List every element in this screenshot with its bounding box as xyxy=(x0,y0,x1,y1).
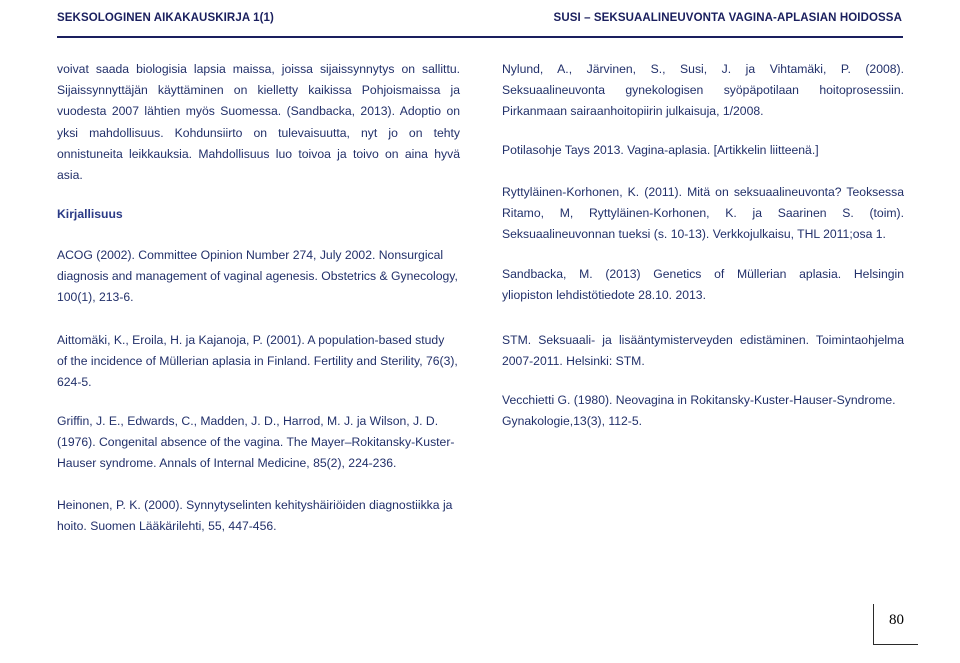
journal-title: SEKSOLOGINEN AIKAKAUSKIRJA 1(1) xyxy=(57,12,274,24)
reference-acog xyxy=(57,245,465,309)
text-line: Potilasohje Tays 2013. Vagina-aplasia. [Artikkelin liitteenä.] xyxy=(502,143,819,157)
text-line: of the incidence of Müllerian aplasia in Finland. Fertility and Sterility, 76(3), xyxy=(57,354,458,369)
text-line: Sijaissynnyttäjän käyttäminen on kielletty kaikissa Pohjoismaissa ja xyxy=(57,83,460,98)
text-line: Heinonen, P. K. (2000). Synnytyselinten kehityshäiriöiden diagnostiikka ja xyxy=(57,498,453,512)
text-line: Aittomäki, K., Eroila, H. ja Kajanoja, P. (2001). A population-based study xyxy=(57,333,445,347)
text-line: Ryttyläinen-Korhonen, K. (2011). Mitä on seksuaalineuvonta? Teoksessa xyxy=(502,185,904,199)
reference-heinonen xyxy=(57,495,467,537)
text-line: 2007-2011. Helsinki: STM. xyxy=(502,354,645,369)
reference-potilasohje xyxy=(502,140,904,161)
text-line: hoito. Suomen Lääkärilehti, 55, 447-456. xyxy=(57,519,277,534)
article-running-title: SUSI – SEKSUAALINEUVONTA VAGINA-APLASIAN HOIDOSSA xyxy=(553,12,902,24)
text-line: ACOG (2002). Committee Opinion Number 274, July 2002. Nonsurgical xyxy=(57,248,444,262)
text-line: yliopiston lehdistötiedote 28.10. 2013. xyxy=(502,288,706,303)
text-line: Seksuaalineuvonta gynekologisen syöpäpotilaan hoitoprosessiin. xyxy=(502,83,904,98)
header-rule xyxy=(57,36,903,38)
text-line: Nylund, A., Järvinen, S., Susi, J. ja Vihtamäki, P. (2008). xyxy=(502,62,904,76)
reference-stm xyxy=(502,330,904,372)
text-line: Seksuaalineuvonnan tueksi (s. 10-13). Verkkojulkaisu, THL 2011;osa 1. xyxy=(502,227,886,242)
text-line: Pirkanmaan sairaanhoitopiirin julkaisuja, 1/2008. xyxy=(502,104,764,119)
reference-ryttylainen xyxy=(502,182,904,246)
reference-nylund xyxy=(502,59,904,123)
intro-paragraph xyxy=(57,59,460,186)
section-heading: Kirjallisuus xyxy=(57,207,123,221)
text-line: Sandbacka, M. (2013) Genetics of Müllerian aplasia. Helsingin xyxy=(502,267,904,281)
text-line: 624-5. xyxy=(57,375,92,390)
text-line: onnistuneita leikkauksia. Mahdollisuus luo toivoa ja toivo on aina hyvä xyxy=(57,146,460,161)
text-line: Vecchietti G. (1980). Neovagina in Rokitansky-Kuster-Hauser-Syndrome. xyxy=(502,393,896,407)
text-line: diagnosis and management of vaginal agenesis. Obstetrics & Gynecology, xyxy=(57,269,458,284)
text-line: 100(1), 213-6. xyxy=(57,290,134,305)
text-line: yksi mahdollisuus. Kohdunsiirto on tulevaisuutta, nyt jo on tehty xyxy=(57,125,460,140)
text-line: (1976). Congenital absence of the vagina. The Mayer–Rokitansky-Kuster- xyxy=(57,435,455,450)
reference-vecchietti xyxy=(502,390,904,432)
text-line: Griffin, J. E., Edwards, C., Madden, J. D., Harrod, M. J. ja Wilson, J. D. xyxy=(57,414,439,428)
page-number: 80 xyxy=(889,612,904,628)
reference-griffin xyxy=(57,411,467,475)
text-line: Ritamo, M, Ryttyläinen-Korhonen, K. ja Saarinen S. (toim). xyxy=(502,206,904,221)
text-line: voivat saada biologisia lapsia maissa, joissa sijaissynnytys on sallittu. xyxy=(57,62,460,76)
reference-aittomaki xyxy=(57,330,467,394)
reference-sandbacka xyxy=(502,264,904,306)
text-line: Gynakologie,13(3), 112-5. xyxy=(502,414,643,429)
text-line: vuodesta 2007 lähtien myös Suomessa. (Sandbacka, 2013). Adoptio on xyxy=(57,104,460,119)
text-line: Hauser syndrome. Annals of Internal Medicine, 85(2), 224-236. xyxy=(57,456,397,471)
text-line: asia. xyxy=(57,168,83,183)
text-line: STM. Seksuaali- ja lisääntymisterveyden edistäminen. Toimintaohjelma xyxy=(502,333,904,347)
